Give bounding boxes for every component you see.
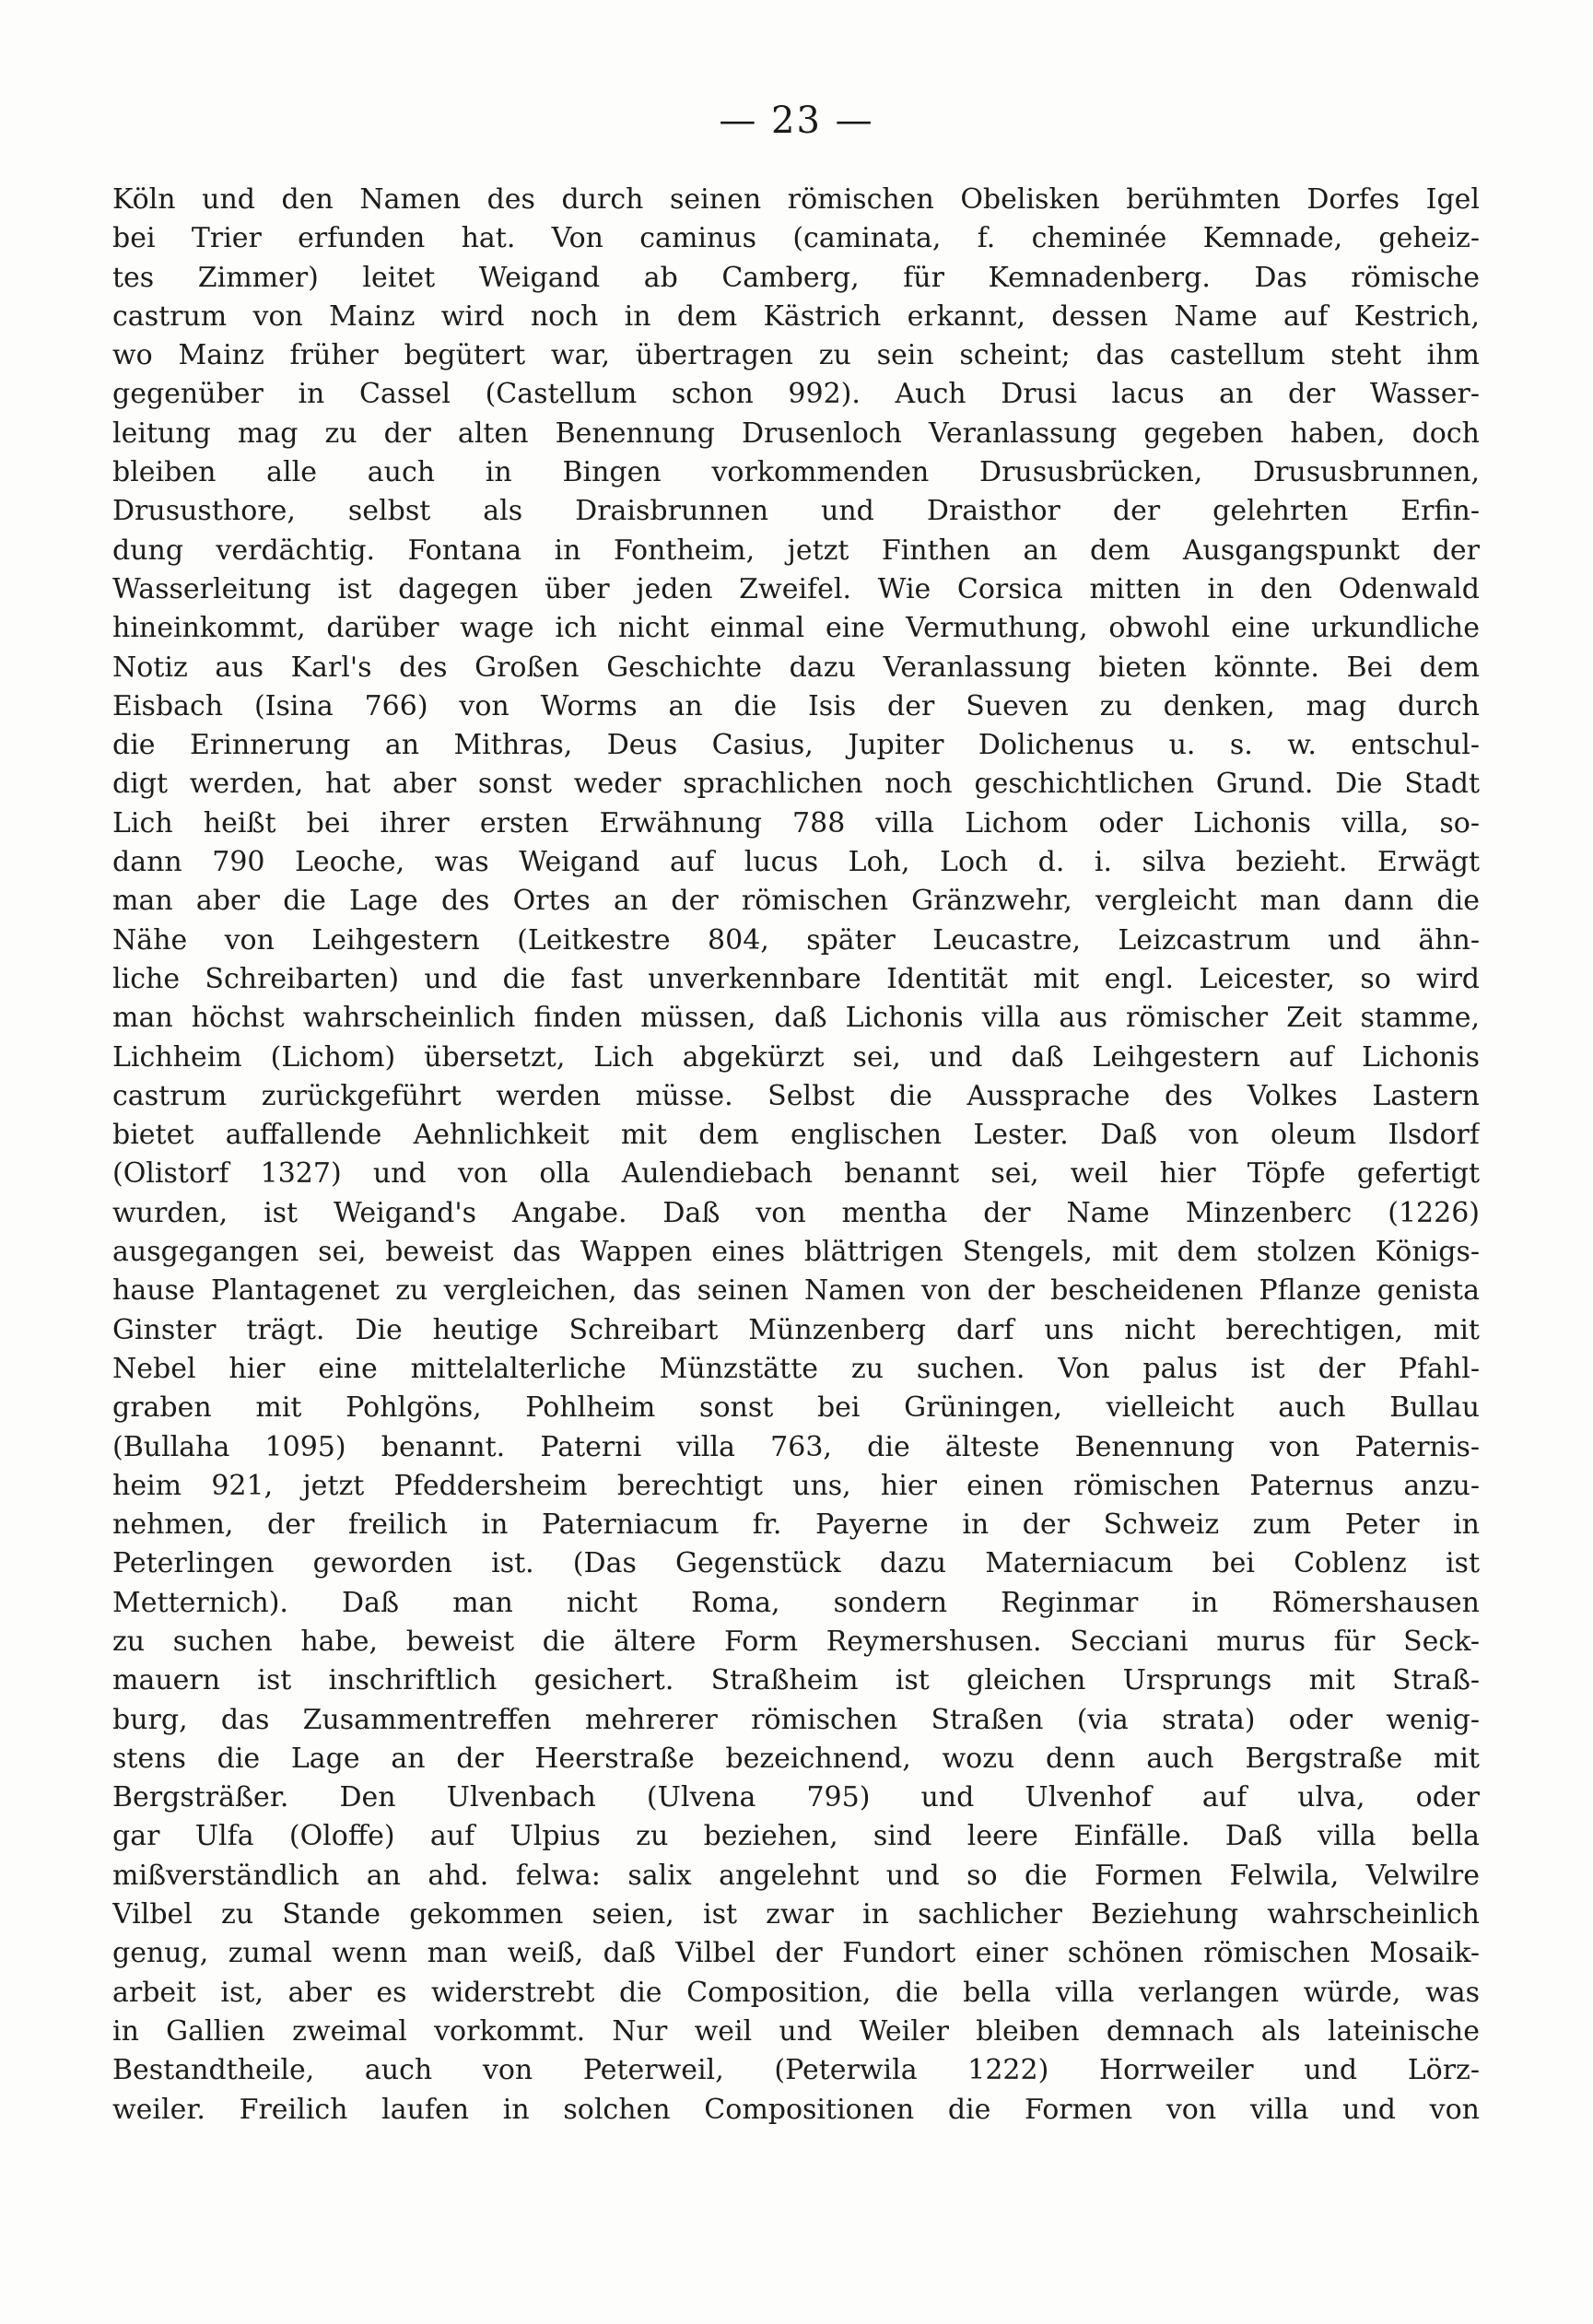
text-line: Lich heißt bei ihrer ersten Erwähnung 788 villa Lichom oder Lichonis villa, so- bbox=[112, 806, 1480, 839]
text-line: gegenüber in Cassel (Castellum schon 992). Auch Drusi lacus an der Wasser- bbox=[112, 378, 1480, 411]
text-line: nehmen, der freilich in Paterniacum fr. Payerne in der Schweiz zum Peter in bbox=[112, 1508, 1480, 1542]
text-line: (Bullaha 1095) benannt. Paterni villa 763, die älteste Benennung von Paternis- bbox=[112, 1430, 1480, 1463]
text-line: castrum zurückgeführt werden müsse. Selbst die Aussprache des Volkes Lastern bbox=[112, 1079, 1480, 1112]
text-line: Nebel hier eine mittelalterliche Münzstätte zu suchen. Von palus ist der Pfahl- bbox=[112, 1352, 1480, 1385]
text-line: bei Trier erfunden hat. Von caminus (caminata, f. cheminée Kemnade, geheiz- bbox=[112, 222, 1480, 255]
text-line: heim 921, jetzt Pfeddersheim berechtigt uns, hier einen römischen Paternus anzu- bbox=[112, 1469, 1480, 1502]
text-line: castrum von Mainz wird noch in dem Kästrich erkannt, dessen Name auf Kestrich, bbox=[112, 299, 1480, 333]
text-line: hineinkommt, darüber wage ich nicht einmal eine Vermuthung, obwohl eine urkundliche bbox=[112, 612, 1480, 645]
text-line: Köln und den Namen des durch seinen römischen Obelisken berühmten Dorfes Igel bbox=[112, 183, 1480, 216]
text-line: digt werden, hat aber sonst weder sprachlichen noch geschichtlichen Grund. Die Stadt bbox=[112, 768, 1480, 801]
text-line: Vilbel zu Stande gekommen seien, ist zwar in sachlicher Beziehung wahrscheinlich bbox=[112, 1898, 1480, 1931]
text-line: leitung mag zu der alten Benennung Drusenloch Veranlassung gegeben haben, doch bbox=[112, 417, 1480, 450]
text-line: Bestandtheile, auch von Peterweil, (Peterwila 1222) Horrweiler und Lörz- bbox=[112, 2054, 1480, 2087]
text-line: wurden, ist Weigand's Angabe. Daß von mentha der Name Minzenberc (1226) bbox=[112, 1196, 1480, 1229]
text-line: dung verdächtig. Fontana in Fontheim, jetzt Finthen an dem Ausgangspunkt der bbox=[112, 534, 1480, 567]
text-line: Wasserleitung ist dagegen über jeden Zweifel. Wie Corsica mitten in den Odenwald bbox=[112, 572, 1480, 605]
text-line: Drususthore, selbst als Draisbrunnen und Draisthor der gelehrten Erfin- bbox=[112, 495, 1480, 528]
text-line: mißverständlich an ahd. felwa: salix angelehnt und so die Formen Felwila, Velwilre bbox=[112, 1859, 1480, 1892]
text-line: die Erinnerung an Mithras, Deus Casius, Jupiter Dolichenus u. s. w. entschul- bbox=[112, 729, 1480, 762]
text-line: Peterlingen geworden ist. (Das Gegenstück dazu Materniacum bei Coblenz ist bbox=[112, 1547, 1480, 1580]
text-line: man aber die Lage des Ortes an der römischen Gränzwehr, vergleicht man dann die bbox=[112, 885, 1480, 918]
text-line: zu suchen habe, beweist die ältere Form Reymershusen. Secciani murus für Seck- bbox=[112, 1625, 1480, 1658]
text-line: Bergsträßer. Den Ulvenbach (Ulvena 795) und Ulvenhof auf ulva, oder bbox=[112, 1781, 1480, 1814]
text-line: (Olistorf 1327) und von olla Aulendiebach benannt sei, weil hier Töpfe gefertigt bbox=[112, 1157, 1480, 1191]
text-line: Ginster trägt. Die heutige Schreibart Münzenberg darf uns nicht berechtigen, mit bbox=[112, 1313, 1480, 1346]
text-line: burg, das Zusammentreffen mehrerer römischen Straßen (via strata) oder wenig- bbox=[112, 1703, 1480, 1736]
text-line: wo Mainz früher begütert war, übertragen zu sein scheint; das castellum steht ihm bbox=[112, 339, 1480, 372]
text-line: Metternich). Daß man nicht Roma, sondern Reginmar in Römershausen bbox=[112, 1586, 1480, 1619]
text-line: weiler. Freilich laufen in solchen Compositionen die Formen von villa und von bbox=[112, 2093, 1480, 2126]
text-line: graben mit Pohlgöns, Pohlheim sonst bei Grüningen, vielleicht auch Bullau bbox=[112, 1391, 1480, 1425]
text-line: man höchst wahrscheinlich finden müssen, daß Lichonis villa aus römischer Zeit stamme, bbox=[112, 1002, 1480, 1035]
text-line: Lichheim (Lichom) übersetzt, Lich abgekürzt sei, und daß Leihgestern auf Lichonis bbox=[112, 1040, 1480, 1074]
text-line: Notiz aus Karl's des Großen Geschichte dazu Veranlassung bieten könnte. Bei dem bbox=[112, 651, 1480, 684]
text-line: genug, zumal wenn man weiß, daß Vilbel der Fundort einer schönen römischen Mosaik- bbox=[112, 1937, 1480, 1970]
text-line: liche Schreibarten) und die fast unverkennbare Identität mit engl. Leicester, so wird bbox=[112, 962, 1480, 995]
text-line: bietet auffallende Aehnlichkeit mit dem englischen Lester. Daß von oleum Ilsdorf bbox=[112, 1119, 1480, 1152]
text-line: Eisbach (Isina 766) von Worms an die Isis der Sueven zu denken, mag durch bbox=[112, 689, 1480, 722]
text-line: gar Ulfa (Oloffe) auf Ulpius zu beziehen, sind leere Einfälle. Daß villa bella bbox=[112, 1820, 1480, 1853]
text-line: arbeit ist, aber es widerstrebt die Composition, die bella villa verlangen würde, was bbox=[112, 1976, 1480, 2009]
page-number: — 23 — bbox=[719, 100, 874, 142]
text-line: Nähe von Leihgestern (Leitkestre 804, später Leucastre, Leizcastrum und ähn- bbox=[112, 923, 1480, 957]
text-line: bleiben alle auch in Bingen vorkommenden Drususbrücken, Drususbrunnen, bbox=[112, 456, 1480, 489]
text-line: hause Plantagenet zu vergleichen, das seinen Namen von der bescheidenen Pflanze genista bbox=[112, 1274, 1480, 1308]
text-line: tes Zimmer) leitet Weigand ab Camberg, für Kemnadenberg. Das römische bbox=[112, 261, 1480, 294]
text-line: ausgegangen sei, beweist das Wappen eines blättrigen Stengels, mit dem stolzen Königs- bbox=[112, 1236, 1480, 1269]
text-line: stens die Lage an der Heerstraße bezeichnend, wozu denn auch Bergstraße mit bbox=[112, 1742, 1480, 1775]
text-line: mauern ist inschriftlich gesichert. Straßheim ist gleichen Ursprungs mit Straß- bbox=[112, 1664, 1480, 1697]
text-line: in Gallien zweimal vorkommt. Nur weil und Weiler bleiben demnach als lateinische bbox=[112, 2014, 1480, 2048]
body-text bbox=[112, 181, 1480, 2130]
text-line: dann 790 Leoche, was Weigand auf lucus Loh, Loch d. i. silva bezieht. Erwägt bbox=[112, 846, 1480, 879]
